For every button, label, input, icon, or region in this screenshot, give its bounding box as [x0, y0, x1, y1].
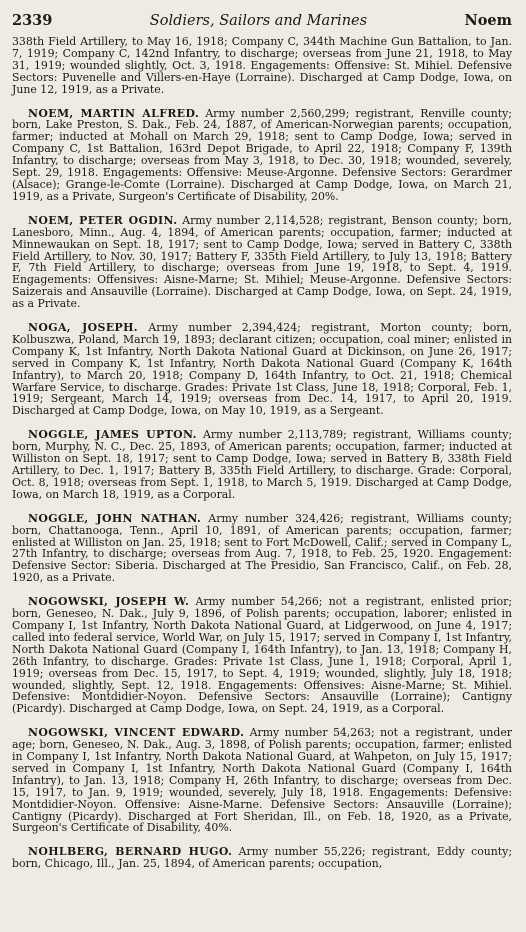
entry [12, 727, 512, 834]
entry [12, 429, 512, 500]
entries-body [12, 36, 512, 870]
entry [12, 322, 512, 417]
entry [12, 513, 512, 584]
entry-text: Army number 2,394,424; registrant, Morton county; born, Kolbuszwa, Poland, March 19, 1893; declarant citizen; occupation, coal miner; enlisted in Company K, 1st Infantry, North Dakota National Guard at Dickinson, on June 26, 1917; served in Company K, 1st Infantry, North Dakota National Guard (Company K, 164th Infantry), to March 20, 1918; Company D, 164th Infantry, to Oct. 21, 1918; Chemical Warfare Service, to discharge. Grades: Private 1st Class, June 18, 1918; Corporal, Feb. 1, 1919; Sergeant, March 14, 1919; overseas from Dec. 14, 1917, to April 20, 1919. Discharged at Camp Dodge, Iowa, on May 10, 1919, as a Sergeant. [12, 321, 512, 418]
running-head [12, 12, 512, 32]
entry [12, 846, 512, 870]
entry-name: NOGOWSKI, VINCENT EDWARD. [28, 726, 245, 740]
entry-name: NOGOWSKI, JOSEPH W. [28, 595, 190, 609]
page-title: Soldiers, Sailors and Marines [149, 13, 368, 29]
entry-name: NOGGLE, JAMES UPTON. [28, 428, 197, 442]
entry [12, 596, 512, 715]
entry-name: NOEM, PETER OGDIN. [28, 213, 178, 227]
entry-name: NOEM, MARTIN ALFRED. [28, 106, 200, 120]
entry-text: Army number 55,226; registrant, Eddy county; born, Chicago, Ill., Jan. 25, 1894, of American parents; occupation, [12, 845, 512, 871]
entry-text: Army number 324,426; registrant, Williams county; born, Chattanooga, Tenn., April 10, 1891, of American parents; occupation, farmer; enlisted at Williston on Jan. 25, 1918; sent to Fort McDowell, Calif.; served in Company L, 27th Infantry, to discharge; overseas from Aug. 7, 1918, to Feb. 25, 1920. Engagement: Defensive Sector: Siberia. Discharged at The Presidio, San Francisco, Calif., on Feb. 28, 1920, as a Private. [12, 511, 512, 585]
entry-text: Army number 2,114,528; registrant, Benson county; born, Lanesboro, Minn., Aug. 4, 1894, of American parents; occupation, farmer; inducted at Minnewaukan on Sept. 18, 1917; sent to Camp Dodge, Iowa; served in Battery C, 338th Field Artillery, to Nov. 30, 1917; Battery F, 335th Field Artillery, to July 13, 1918; Battery F, 7th Field Artillery, to discharge; overseas from June 19, 1918, to Sept. 4, 1919. Engagements: Offensives: Aisne-Marne; St. Mihiel; Meuse-Argonne. Defensive Sectors: Saizerais and Ansauville (Lorraine). Discharged at Camp Dodge, Iowa, on Sept. 24, 1919, as a Private. [12, 213, 512, 311]
entry-text: Army number 2,560,299; registrant, Renville county; born, Lake Preston, S. Dak., Feb. 24, 1887, of American-Norwegian parents; occupation, farmer; inducted at Mohall on March 29, 1918; sent to Camp Dodge, Iowa; served in Company C, 1st Battalion, 163rd Depot Brigade, to April 22, 1918; Company F, 139th Infantry, to discharge; overseas from May 3, 1918, to Dec. 30, 1918; wounded, severely, Sept. 29, 1918. Engagements: Offensive: Meuse-Argonne. Defensive Sectors: Gerardmer (Alsace); Grange-le-Comte (Lorraine). Discharged at Camp Dodge, Iowa, on March 21, 1919, as a Private, Surgeon's Certificate of Disability, 20%. [12, 106, 512, 203]
entry [12, 108, 512, 203]
entry-name: NOHLBERG, BERNARD HUGO. [28, 845, 233, 859]
entry-text: Army number 54,266; not a registrant, enlisted prior; born, Geneseo, N. Dak., July 9, 1896, of Polish parents; occupation, laborer; enlisted in Company I, 1st Infantry, North Dakota National Guard, at Lidgerwood, on June 4, 1917; called into federal service, World War, on July 15, 1917; served in Company I, 1st Infantry, North Dakota National Guard (Company I, 164th Infantry), to Jan. 13, 1918; Company H, 26th Infantry, to discharge. Grades: Private 1st Class, June 1, 1918; Corporal, April 1, 1919; overseas from Dec. 15, 1917, to Sept. 4, 1919; wounded, slightly, July 18, 1918; wounded, slightly, Sept. 12, 1918. Engagements: Offensives: Aisne-Marne; St. Mihiel. Defensive: Montdidier-Noyon. Defensive Sectors: Ansauville (Lorraine); Cantigny (Picardy). Discharged at Camp Dodge, Iowa, on Sept. 24, 1919, as a Corporal. [12, 595, 513, 716]
page-number: 2339 [12, 12, 53, 29]
entry [12, 215, 512, 310]
entry-name: NOGA, JOSEPH. [28, 321, 138, 335]
entry-text: Army number 54,263; not a registrant, under age; born, Geneseo, N. Dak., Aug. 3, 1898, of Polish parents; occupation, farmer; enlisted in Company I, 1st Infantry, North Dakota National Guard, at Wahpeton, on July 15, 1917; served in Company I, 1st Infantry, North Dakota National Guard (Company I, 164th Infantry), to Jan. 13, 1918; Company H, 26th Infantry, to discharge; overseas from Dec. 15, 1917, to Jan. 9, 1919; wounded, severely, July 18, 1918. Engagements: Defensive: Montdidier-Noyon. Offensive: Aisne-Marne. Defensive Sectors: Ansauville (Lorraine); Cantigny (Picardy). Discharged at Fort Sheridan, Ill., on Feb. 18, 1920, as a Private, Surgeon's Certificate of Disability, 40%. [12, 726, 512, 835]
continued-entry-text: 338th Field Artillery, to May 16, 1918; Company C, 344th Machine Gun Battalion, to Jan. 7, 1919; Company C, 142nd Infantry, to discharge; overseas from June 21, 1918, to May 31, 1919; wounded slightly, Oct. 3, 1918. Engagements: Offensive: St. Mihiel. Defensive Sectors: Puvenelle and Villers-en-Haye (Lorraine). Discharged at Camp Dodge, Iowa, on June 12, 1919, as a Private. [12, 35, 512, 96]
guide-word: Noem [464, 12, 512, 29]
entry-text: Army number 2,113,789; registrant, Williams county; born, Murphy, N. C., Dec. 25, 1893, of American parents; occupation, farmer; inducted at Williston on Sept. 18, 1917; sent to Camp Dodge, Iowa; served in Battery B, 338th Field Artillery, to Dec. 1, 1917; Battery B, 335th Field Artillery, to discharge. Grade: Corporal, Oct. 8, 1918; overseas from Sept. 1, 1918, to March 5, 1919. Discharged at Camp Dodge, Iowa, on March 18, 1919, as a Corporal. [12, 428, 513, 501]
entry-name: NOGGLE, JOHN NATHAN. [28, 511, 202, 525]
